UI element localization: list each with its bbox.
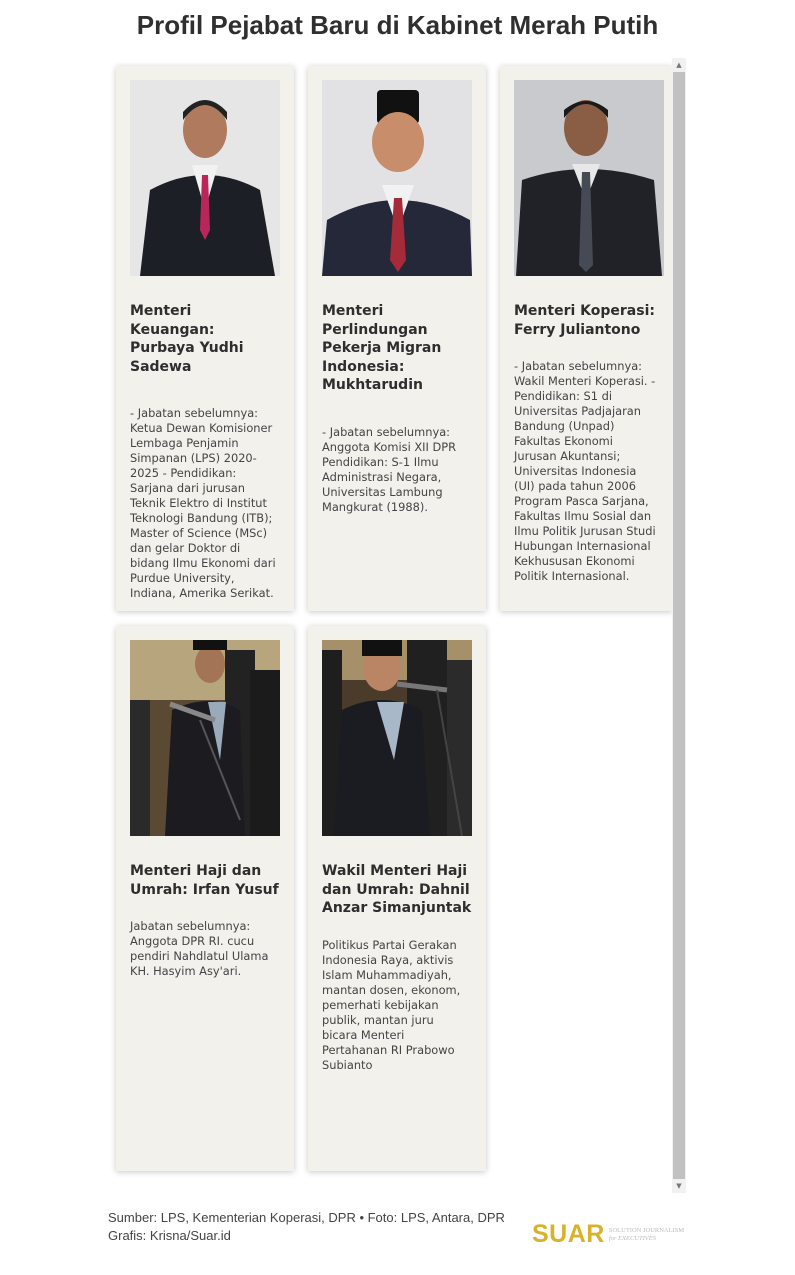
scrollbar-thumb[interactable]	[673, 72, 685, 1179]
profile-card	[308, 66, 486, 611]
suar-logo	[532, 1220, 684, 1249]
logo-word: SUAR	[532, 1220, 605, 1248]
profile-card	[116, 626, 294, 1171]
official-name: Menteri Perlindungan Pekerja Migran Indonesia: Mukhtarudin	[322, 303, 442, 393]
official-description: - Jabatan sebelumnya: Wakil Menteri Koperasi. - Pendidikan: S1 di Universitas Padjajaran Bandung (Unpad) Fakultas Ekonomi Jurusan Akuntansi; Universitas Indonesia (UI) pada tahun 2006 Program Pasca Sarjana, Fakultas Ilmu Sosial dan Ilmu Politik Jurusan Studi Hubungan Internasional Kekhususan Ekonomi Politik Internasional.	[514, 359, 656, 583]
event-photo	[130, 640, 280, 836]
official-name: Wakil Menteri Haji dan Umrah: Dahnil Anzar Simanjuntak	[322, 863, 472, 916]
official-name: Menteri Haji dan Umrah: Irfan Yusuf	[130, 863, 279, 898]
profile-card	[116, 66, 294, 611]
official-description: Jabatan sebelumnya: Anggota DPR RI. cucu pendiri Nahdlatul Ulama KH. Hasyim Asy'ari.	[130, 919, 269, 978]
official-description: - Jabatan sebelumnya: Anggota Komisi XII DPR Pendidikan: S-1 Ilmu Administrasi Negara, Universitas Lambung Mangkurat (1988).	[322, 424, 457, 514]
scroll-down-icon[interactable]: ▼	[676, 1182, 682, 1190]
logo-tagline-line: SOLUTION JOURNALISM	[608, 1226, 685, 1234]
vertical-scrollbar[interactable]	[672, 58, 686, 1193]
portrait-photo	[322, 80, 472, 276]
profile-grid[interactable]	[108, 58, 686, 1193]
source-text: Sumber: LPS, Kementerian Koperasi, DPR • Foto: LPS, Antara, DPR	[108, 1210, 505, 1225]
source-credits	[108, 1209, 528, 1245]
profile-card	[500, 66, 672, 611]
portrait-photo	[514, 80, 664, 276]
logo-tagline-line: for EXECUTIVES	[608, 1234, 656, 1242]
profile-card	[308, 626, 486, 1171]
graphic-credit: Grafis: Krisna/Suar.id	[108, 1228, 231, 1243]
event-photo	[322, 640, 472, 836]
portrait-photo	[130, 80, 280, 276]
official-name: Menteri Keuangan: Purbaya Yudhi Sadewa	[130, 303, 244, 375]
logo-tagline	[609, 1227, 684, 1243]
official-description: Politikus Partai Gerakan Indonesia Raya, aktivis Islam Muhammadiyah, mantan dosen, ekonom, pemerhati kebijakan publik, mantan juru bicara Menteri Pertahanan RI Prabowo Subianto	[322, 937, 461, 1072]
official-description: - Jabatan sebelumnya: Ketua Dewan Komisioner Lembaga Penjamin Simpanan (LPS) 2020-2025 - Pendidikan: Sarjana dari jurusan Teknik Elektro di Institut Teknologi Bandung (ITB); Master of Science (MSc) dan gelar Doktor di bidang Ilmu Ekonomi dari Purdue University, Indiana, Amerika Serikat.	[130, 406, 276, 600]
page-title: Profil Pejabat Baru di Kabinet Merah Putih	[136, 10, 659, 40]
scroll-up-icon[interactable]: ▲	[676, 61, 682, 69]
official-name: Menteri Koperasi: Ferry Juliantono	[514, 303, 655, 338]
